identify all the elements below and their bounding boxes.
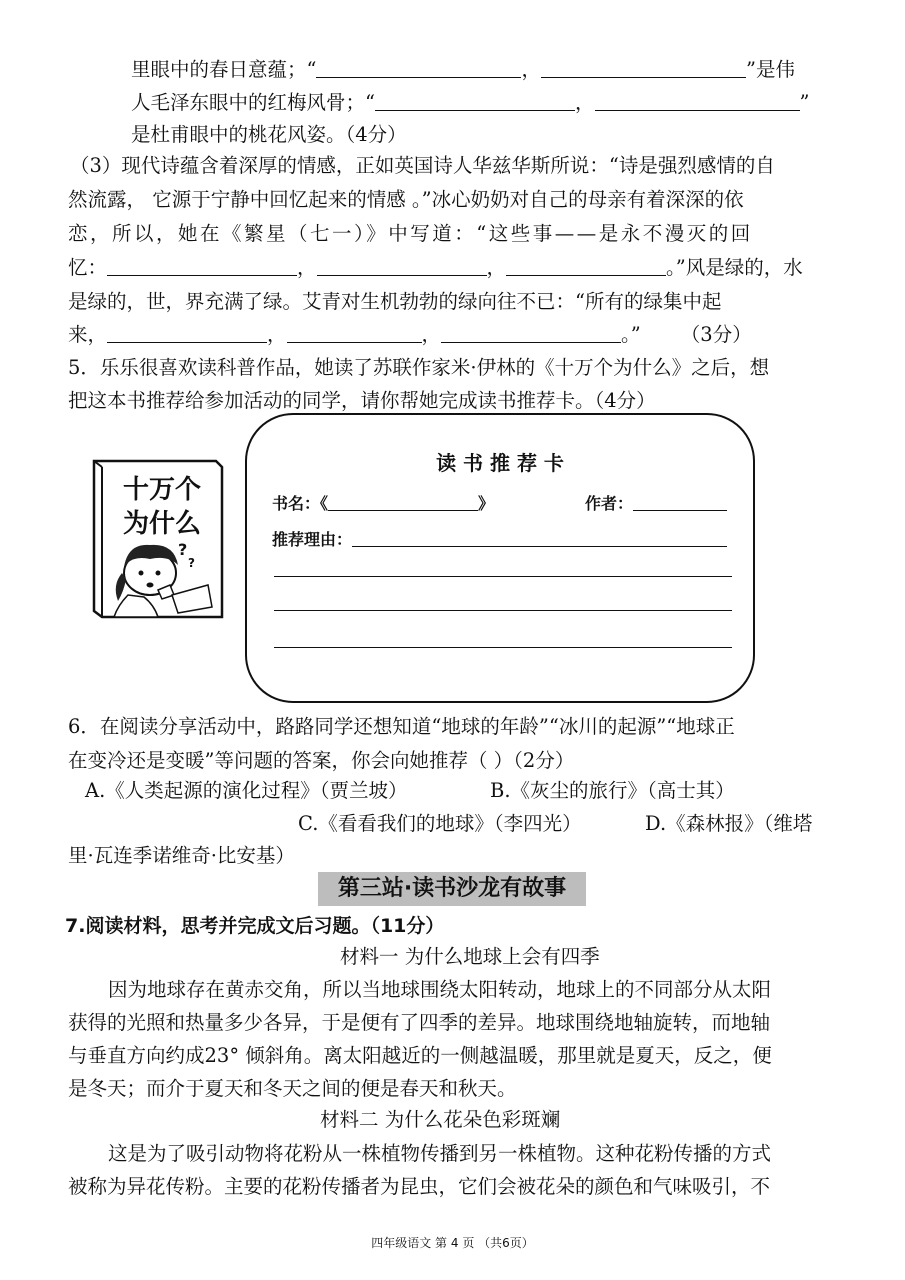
reason-line[interactable] [274, 610, 732, 611]
q4-p3-line-5: 是绿的，世，界充满了绿。艾青对生机勃勃的绿向往不已：“所有的绿集中起 [68, 290, 722, 313]
q4-p3-line-4: 忆： ， ， 。”风是绿的，水 [68, 256, 803, 279]
material-1-line-4: 是冬天；而介于夏天和冬天之间的便是春天和秋天。 [68, 1077, 517, 1100]
answer-blank[interactable] [317, 255, 487, 276]
answer-blank[interactable] [506, 255, 666, 276]
answer-blank[interactable] [375, 90, 575, 111]
reason-line[interactable] [274, 576, 732, 577]
recommendation-card [245, 413, 755, 703]
svg-text:?: ? [178, 540, 188, 559]
svg-text:?: ? [188, 556, 195, 570]
q6-option-c[interactable]: C.《看看我们的地球》（李四光） [298, 812, 582, 835]
bookname-blank[interactable] [328, 492, 478, 511]
answer-blank[interactable] [287, 322, 422, 343]
author-blank[interactable] [633, 492, 727, 511]
q7-heading: 7.阅读材料，思考并完成文后习题。（11分） [65, 915, 445, 937]
card-bookname-row: 书名：《 》 [272, 494, 495, 513]
answer-blank[interactable] [107, 255, 297, 276]
page-footer: 四年级语文 第 4 页 （共6页） [371, 1236, 534, 1250]
q4-p3-line-1: （3）现代诗蕴含着深厚的情感，正如英国诗人华兹华斯所说：“诗是强烈感情的自 [70, 154, 775, 177]
material-1-title: 材料一 为什么地球上会有四季 [340, 945, 600, 968]
q6-option-a[interactable]: A.《人类起源的演化过程》（贾兰坡） [85, 779, 408, 802]
q4-p3-line-3: 恋，所以，她在《繁星（七一）》中写道：“这些事——是永不漫灭的回 [68, 222, 753, 245]
q6-line-1: 6．在阅读分享活动中，路路同学还想知道“地球的年龄”“冰川的起源”“地球正 [68, 715, 735, 738]
q4-line-1: 里眼中的春日意蕴；“ ， ”是伟 [131, 58, 795, 81]
reason-line[interactable] [274, 647, 732, 648]
material-2-line-1: 这是为了吸引动物将花粉从一株植物传播到另一株植物。这种花粉传播的方式 [108, 1142, 772, 1165]
q6-option-d-cont: 里·瓦连季诺维奇·比安基） [68, 844, 295, 867]
q5-line-1: 5．乐乐很喜欢读科普作品，她读了苏联作家米·伊林的《十万个为什么》之后，想 [68, 356, 770, 379]
answer-blank[interactable] [441, 322, 621, 343]
q6-option-b[interactable]: B.《灰尘的旅行》（高士其） [490, 779, 735, 802]
book-cover-title: 十万个 为什么 [122, 475, 201, 539]
card-title: 读 书 推 荐 卡 [436, 451, 564, 475]
answer-blank[interactable] [595, 90, 800, 111]
book-illustration [88, 455, 228, 621]
q6-option-d[interactable]: D.《森林报》（维塔 [645, 812, 813, 835]
answer-blank[interactable] [541, 57, 746, 78]
q4-line-3: 是杜甫眼中的桃花风姿。（4分） [131, 123, 407, 146]
q6-line-2: 在变冷还是变暖”等问题的答案，你会向她推荐（ ）（2分） [68, 749, 575, 772]
answer-blank[interactable] [316, 57, 521, 78]
q4-p3-line-6: 来， ， ， 。” （3分） [68, 323, 752, 346]
q5-line-2: 把这本书推荐给参加活动的同学，请你帮她完成读书推荐卡。（4分） [68, 389, 656, 412]
material-1-line-1: 因为地球存在黄赤交角，所以当地球围绕太阳转动，地球上的不同部分从太阳 [108, 978, 772, 1001]
material-1-line-2: 获得的光照和热量多少各异，于是便有了四季的差异。地球围绕地轴旋转，而地轴 [68, 1011, 771, 1034]
card-reason-row: 推荐理由： [272, 527, 727, 550]
q4-line-2: 人毛泽东眼中的红梅风骨；“ ， ” [131, 91, 810, 114]
material-2-title: 材料二 为什么花朵色彩斑斓 [320, 1108, 561, 1131]
material-1-line-3: 与垂直方向约成23° 倾斜角。离太阳越近的一侧越温暖，那里就是夏天，反之，便 [68, 1044, 772, 1067]
card-author-row: 作者： [585, 491, 727, 514]
reason-blank[interactable] [352, 528, 727, 547]
answer-blank[interactable] [107, 322, 267, 343]
section-3-title: 第三站·读书沙龙有故事 [337, 876, 567, 901]
section-3-banner [318, 872, 586, 906]
material-2-line-2: 被称为异花传粉。主要的花粉传播者为昆虫，它们会被花朵的颜色和气味吸引，不 [68, 1175, 771, 1198]
q4-p3-line-2: 然流露， 它源于宁静中回忆起来的情感 。”冰心奶奶对自己的母亲有着深深的依 [68, 188, 744, 211]
